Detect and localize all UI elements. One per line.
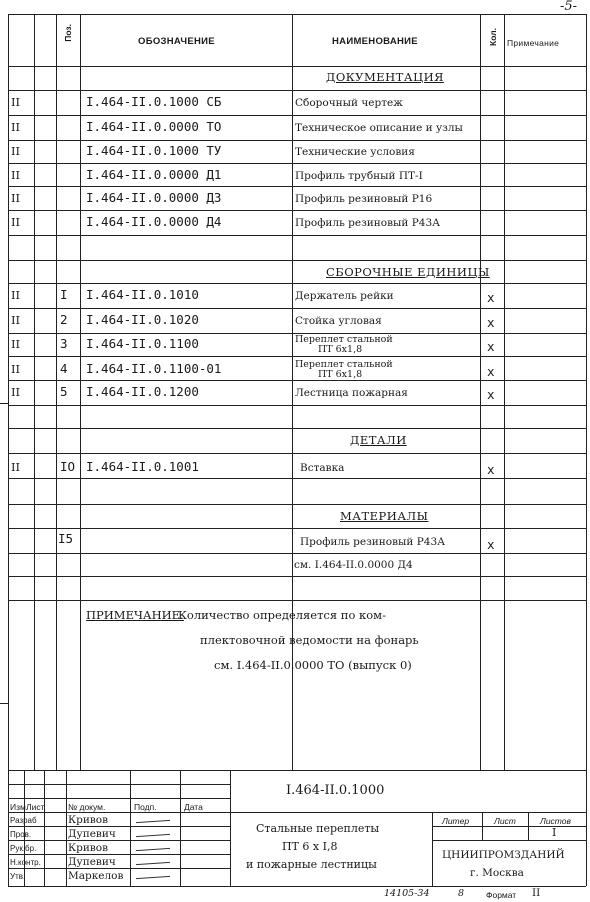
row-designation: I.464-II.0.1020	[86, 312, 199, 327]
row-poz: I5	[58, 531, 74, 546]
col-line-3	[80, 14, 81, 770]
title-block-row-f	[8, 854, 230, 855]
title-doc-code: I.464-II.0.1000	[286, 783, 385, 798]
signature-scribble	[136, 820, 170, 823]
section-assemblies: СБОРОЧНЫЕ ЕДИНИЦЫ	[326, 265, 490, 279]
row-name: Вставка	[300, 462, 345, 474]
tb-sheets-value: I	[552, 826, 557, 839]
row-qty: x	[487, 364, 495, 379]
row-poz: I	[60, 287, 68, 302]
title-line-1: Стальные переплеты	[256, 822, 380, 835]
row-qty: x	[487, 537, 495, 552]
row-format: II	[11, 168, 21, 182]
row-format: II	[11, 362, 21, 376]
row-line	[8, 260, 586, 261]
row-format: II	[11, 337, 21, 351]
row-name: Переплет стальной	[295, 334, 393, 345]
row-line	[8, 163, 586, 164]
row-line	[8, 115, 586, 116]
row-designation: I.464-II.0.0000 Д1	[86, 167, 222, 182]
format-value: II	[532, 887, 541, 899]
row-format: II	[11, 215, 21, 229]
row-line	[8, 283, 586, 284]
col-line-6	[504, 14, 505, 770]
title-block-row-b	[8, 798, 230, 799]
row-format: II	[11, 144, 21, 158]
row-poz: 4	[60, 361, 68, 376]
tb-person: Дупевич	[68, 828, 116, 840]
row-name-2: см. I.464-II.0.0000 Д4	[294, 559, 413, 571]
signature-scribble	[136, 862, 170, 865]
row-line	[8, 478, 586, 479]
margin-mark-2	[0, 703, 8, 704]
row-designation: I.464-II.0.1200	[86, 384, 199, 399]
tb-col-izm: Изм.	[10, 802, 29, 812]
row-format: II	[11, 191, 21, 205]
row-format: II	[11, 120, 21, 134]
row-format: II	[11, 313, 21, 327]
row-qty: x	[487, 315, 495, 330]
tb-org-line-2: г. Москва	[470, 867, 524, 879]
tb-role: Пров.	[10, 830, 32, 839]
row-line	[8, 90, 586, 91]
row-name-2: ПТ 6x1,8	[318, 344, 363, 355]
tb-liter-label: Литер	[442, 816, 470, 826]
row-name: Профиль резиновый Р43А	[300, 536, 446, 548]
section-details: ДЕТАЛИ	[350, 433, 407, 447]
note-line-1: Количество определяется по ком-	[178, 608, 386, 622]
tb-v8	[482, 812, 483, 840]
section-materials: МАТЕРИАЛЫ	[340, 509, 429, 523]
frame-right	[586, 14, 587, 886]
margin-mark-1	[0, 403, 8, 404]
title-line-3: и пожарные лестницы	[246, 858, 377, 871]
tb-v9	[528, 812, 529, 840]
tb-v5	[180, 770, 181, 886]
col-line-4	[292, 14, 293, 770]
col-line-5	[480, 14, 481, 770]
row-line	[8, 308, 586, 309]
row-line	[8, 600, 586, 601]
tb-sheet-label: Лист	[494, 816, 516, 826]
row-name: Лестница пожарная	[295, 387, 408, 399]
tb-person: Дупевич	[68, 856, 116, 868]
row-designation: I.464-II.0.1100	[86, 336, 199, 351]
bottom-number: 8	[458, 888, 465, 899]
tb-col-data: Дата	[184, 802, 203, 812]
row-qty: x	[487, 462, 495, 477]
tb-role: Разраб	[10, 816, 37, 825]
tb-v4	[130, 770, 131, 886]
tb-person: Кривов	[68, 814, 108, 826]
frame-left	[8, 14, 9, 886]
row-qty: x	[487, 339, 495, 354]
tb-role: Рук.бр.	[10, 844, 37, 853]
row-designation: I.464-II.0.0000 ТО	[86, 119, 222, 134]
note-line-2: плектовочной ведомости на фонарь	[200, 633, 419, 647]
row-name: Технические условия	[295, 146, 415, 158]
title-block-row-d	[8, 826, 230, 827]
note-label: ПРИМЕЧАНИЕ:	[86, 608, 184, 622]
row-designation: I.464-II.0.0000 Д3	[86, 190, 222, 205]
bottom-code: 14105-34	[384, 888, 430, 899]
tb-org-line-1: ЦНИИПРОМЗДАНИЙ	[442, 849, 565, 861]
tb-v6	[230, 770, 231, 886]
row-line	[8, 140, 586, 141]
signature-scribble	[136, 834, 170, 837]
row-poz: IO	[60, 459, 76, 474]
row-line	[8, 553, 586, 554]
row-format: II	[11, 95, 21, 109]
title-block-row-a	[8, 784, 230, 785]
tb-sheets-label: Листов	[540, 816, 571, 826]
row-designation: I.464-II.0.1010	[86, 287, 199, 302]
col-line-2	[56, 14, 57, 770]
row-name: Профиль трубный ПТ-I	[295, 170, 423, 182]
tb-person: Кривов	[68, 842, 108, 854]
row-poz: 2	[60, 312, 68, 327]
tb-v2	[44, 770, 45, 886]
signature-scribble	[136, 876, 170, 879]
row-line	[8, 453, 586, 454]
row-line	[8, 428, 586, 429]
col-header-note: Примечание	[507, 38, 560, 48]
row-line	[8, 380, 586, 381]
col-header-poz: Поз.	[63, 24, 73, 42]
section-documentation: ДОКУМЕНТАЦИЯ	[326, 70, 444, 84]
row-poz: 5	[60, 384, 68, 399]
col-line-1	[34, 14, 35, 770]
row-format: II	[11, 385, 21, 399]
row-name: Профиль резиновый Р16	[295, 193, 433, 205]
row-designation: I.464-II.0.1100-01	[86, 361, 222, 376]
frame-bottom	[8, 886, 586, 887]
header-bottom	[8, 66, 586, 67]
row-name: Техническое описание и узлы	[295, 122, 463, 134]
signature-scribble	[136, 848, 170, 851]
title-line-2: ПТ 6 x I,8	[282, 840, 338, 853]
tb-col-ndokum: № докум.	[68, 802, 106, 812]
row-name: Профиль резиновый Р43А	[295, 217, 441, 229]
title-block-top	[8, 770, 586, 771]
row-qty: x	[487, 290, 495, 305]
row-name-2: ПТ 6x1,8	[318, 369, 363, 380]
title-block-row-e	[8, 840, 230, 841]
row-designation: I.464-II.0.1000 ТУ	[86, 143, 222, 158]
row-line	[8, 186, 586, 187]
tb-role: Н.контр.	[10, 858, 41, 867]
col-header-qty: Кол.	[488, 28, 498, 46]
tb-role: Утв.	[10, 872, 26, 881]
row-format: II	[11, 288, 21, 302]
row-format: II	[11, 460, 21, 474]
row-poz: 3	[60, 336, 68, 351]
title-block-org-line	[432, 840, 586, 841]
row-line	[8, 356, 586, 357]
tb-person: Маркелов	[68, 870, 124, 882]
col-header-name: НАИМЕНОВАНИЕ	[332, 36, 418, 47]
tb-col-list: Лист	[26, 802, 45, 812]
frame-top	[8, 14, 586, 15]
row-qty: x	[487, 387, 495, 402]
row-name: Сборочный чертеж	[295, 97, 403, 109]
row-line	[8, 576, 586, 577]
row-designation: I.464-II.0.1001	[86, 459, 199, 474]
row-line	[8, 235, 586, 236]
row-designation: I.464-II.0.0000 Д4	[86, 214, 222, 229]
tb-v7	[432, 812, 433, 886]
row-line	[8, 405, 586, 406]
row-name: Стойка угловая	[295, 315, 382, 327]
row-name: Держатель рейки	[295, 290, 394, 302]
note-line-3: см. I.464-II.0.0000 ТО (выпуск 0)	[214, 658, 412, 672]
format-label: Формат	[486, 890, 517, 900]
tb-col-podp: Подп.	[134, 802, 157, 812]
row-designation: I.464-II.0.1000 СБ	[86, 94, 222, 109]
row-line	[8, 210, 586, 211]
col-header-designation: ОБОЗНАЧЕНИЕ	[138, 36, 215, 47]
row-line	[8, 528, 586, 529]
row-line	[8, 504, 586, 505]
page-number: -5-	[560, 0, 578, 14]
tb-v3	[66, 770, 67, 886]
row-name: Переплет стальной	[295, 359, 393, 370]
